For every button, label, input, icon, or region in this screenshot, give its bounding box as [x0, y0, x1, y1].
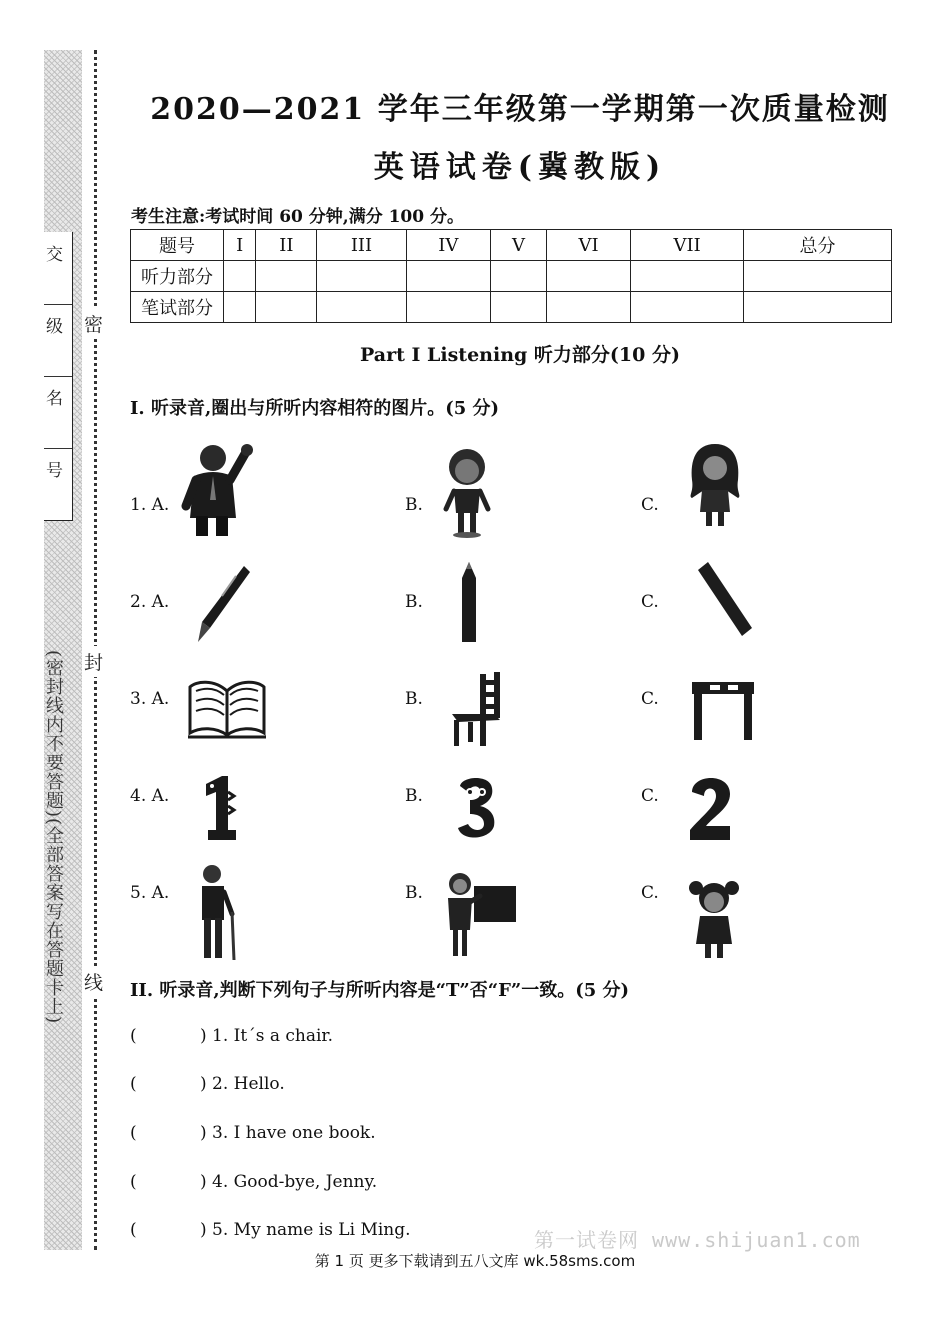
score-table-header-row [131, 230, 892, 261]
q3-b-label: B. [405, 689, 423, 709]
grandpa-icon[interactable] [196, 862, 240, 962]
watermark: 第一试卷网 www.shijuan1.com [534, 1228, 861, 1252]
tf-item-text: ) 2. Hello. [200, 1074, 285, 1094]
number-three-icon[interactable] [452, 770, 500, 844]
tf-item [130, 1123, 376, 1143]
tf-item [130, 1220, 411, 1240]
score-cell [744, 261, 892, 292]
q1-c-label: C. [641, 495, 659, 515]
q1-b-label: B. [405, 495, 423, 515]
score-cell [224, 261, 256, 292]
score-cell [546, 261, 630, 292]
score-row-writing [131, 292, 892, 323]
score-cell [631, 261, 744, 292]
q3-label: 3. A. [130, 689, 170, 709]
header-cell: 题号 [131, 230, 224, 261]
part1-heading: Part I Listening 听力部分(10 分) [360, 344, 680, 366]
seal-char-feng: 封 [84, 646, 103, 677]
answer-blank[interactable]: ( [130, 1172, 137, 1192]
score-table [130, 229, 892, 323]
score-cell [490, 292, 546, 323]
teacher-icon[interactable] [440, 870, 518, 962]
score-cell [406, 261, 490, 292]
tf-item-text: ) 1. It´s a chair. [200, 1026, 334, 1046]
header-cell: III [317, 230, 406, 261]
header-cell: VII [631, 230, 744, 261]
seal-char-xian: 线 [84, 966, 103, 997]
number-two-icon[interactable] [686, 770, 736, 844]
q2-label: 2. A. [130, 592, 170, 612]
q4-c-label: C. [641, 786, 659, 806]
header-cell: VI [546, 230, 630, 261]
score-cell [631, 292, 744, 323]
tf-item [130, 1026, 333, 1046]
exam-subtitle: 英语试卷(冀教版) [373, 150, 667, 185]
chair-icon[interactable] [448, 670, 504, 750]
class-field: 级 [44, 304, 72, 377]
answer-blank[interactable]: ( [130, 1220, 137, 1240]
score-cell [224, 292, 256, 323]
q5-label: 5. A. [130, 883, 170, 903]
row-label: 听力部分 [131, 261, 224, 292]
score-cell [317, 261, 406, 292]
little-girl-icon[interactable] [686, 876, 742, 964]
q3-c-label: C. [641, 689, 659, 709]
name-field: 名 [44, 376, 72, 449]
ruler-icon[interactable] [694, 560, 756, 640]
answer-blank[interactable]: ( [130, 1026, 137, 1046]
seal-instruction: (密封线内不要答题)(全部答案写在答题卡上) [43, 650, 64, 1025]
score-cell [490, 261, 546, 292]
score-cell [546, 292, 630, 323]
header-cell: IV [406, 230, 490, 261]
q1-label: 1. A. [130, 495, 170, 515]
q4-b-label: B. [405, 786, 423, 806]
girl-icon[interactable] [684, 440, 746, 530]
header-cell: 总分 [744, 230, 892, 261]
q2-c-label: C. [641, 592, 659, 612]
score-cell [256, 292, 317, 323]
q5-b-label: B. [405, 883, 423, 903]
man-icon[interactable] [180, 440, 255, 540]
score-row-listening [131, 261, 892, 292]
header-cell: I [224, 230, 256, 261]
tf-item-text: ) 5. My name is Li Ming. [200, 1220, 411, 1240]
seal-char-mi: 密 [84, 308, 103, 339]
desk-icon[interactable] [690, 680, 756, 742]
header-cell: V [490, 230, 546, 261]
exam-title: 2020—2021 学年三年级第一学期第一次质量检测 [150, 92, 890, 127]
q5-c-label: C. [641, 883, 659, 903]
book-icon[interactable] [186, 675, 268, 741]
answer-blank[interactable]: ( [130, 1074, 137, 1094]
number-one-icon[interactable] [200, 774, 242, 842]
boy-icon[interactable] [440, 445, 495, 540]
answer-blank[interactable]: ( [130, 1123, 137, 1143]
section1-heading: I. 听录音,圈出与所听内容相符的图片。(5 分) [130, 398, 500, 419]
header-cell: II [256, 230, 317, 261]
pencil-icon[interactable] [458, 560, 480, 646]
score-cell [744, 292, 892, 323]
score-cell [406, 292, 490, 323]
tf-item [130, 1172, 377, 1192]
pen-icon[interactable] [192, 562, 252, 648]
page-footer: 第 1 页 更多下载请到五八文库 wk.58sms.com [314, 1252, 636, 1270]
school-field: 交 [44, 232, 72, 305]
q4-label: 4. A. [130, 786, 170, 806]
section2-heading: II. 听录音,判断下列句子与所听内容是“T”否“F”一致。(5 分) [130, 980, 630, 1001]
number-field: 号 [46, 461, 63, 481]
score-cell [317, 292, 406, 323]
row-label: 笔试部分 [131, 292, 224, 323]
tf-item [130, 1074, 285, 1094]
q2-b-label: B. [405, 592, 423, 612]
score-cell [256, 261, 317, 292]
tf-item-text: ) 4. Good-bye, Jenny. [200, 1172, 378, 1192]
exam-notice: 考生注意:考试时间 60 分钟,满分 100 分。 [131, 207, 465, 227]
tf-item-text: ) 3. I have one book. [200, 1123, 376, 1143]
student-info-box [44, 232, 73, 521]
